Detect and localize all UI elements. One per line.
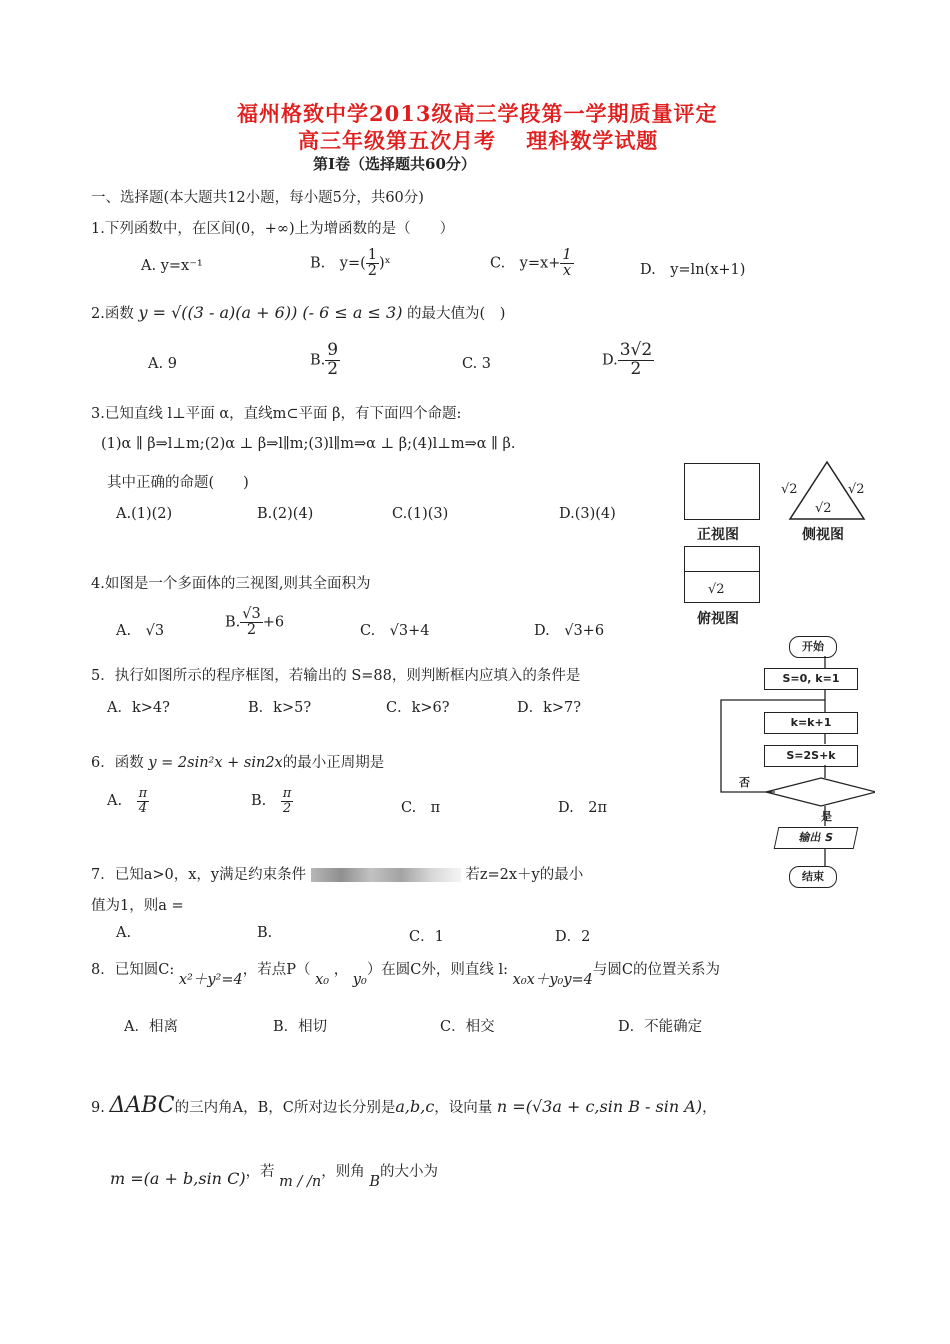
q1-b-num: 1: [367, 247, 377, 263]
q9-condition: m / /n: [279, 1174, 322, 1190]
q7-stem-line2: 值为1，则a =: [91, 898, 184, 914]
q1-stem: 1.下列函数中，在区间(0，+∞)上为增函数的是（ ）: [91, 221, 455, 237]
q7-stem-post: 若z=2x＋y的最小: [465, 867, 584, 883]
top-view-label-sqrt: √2: [708, 582, 725, 597]
q8-option-d: D．不能确定: [618, 1019, 703, 1035]
q3-propositions: (1)α ∥ β⇒l⊥m;(2)α ⊥ β⇒l∥m;(3)l∥m⇒α ⊥ β;(4)l⊥m⇒α ∥ β.: [101, 436, 516, 452]
q5-option-c: C．k>6?: [386, 700, 450, 716]
flow-accumulate: S=2S+k: [764, 745, 858, 767]
top-view-midline: [684, 571, 760, 572]
q7-stem: [91, 863, 583, 884]
flow-yes-label: 是: [821, 810, 832, 823]
flow-no-label: 否: [739, 776, 750, 789]
q9-stem-line2: [110, 1160, 439, 1190]
q2-d-label: D.: [602, 352, 618, 369]
q6-stem-post: 的最小正周期是: [282, 755, 385, 771]
q2-b-num: 9: [327, 340, 339, 360]
q9-comma: ，: [702, 1100, 717, 1116]
q3-ask: 其中正确的命题( ): [107, 475, 249, 491]
q2-d-fraction: [618, 342, 654, 379]
q7-option-a: A.: [116, 925, 132, 941]
q1-c-pre: C. y=x+: [490, 255, 561, 272]
q5-option-a: A．k>4?: [107, 700, 170, 716]
side-bottom-label: √2: [815, 501, 832, 516]
q2-b-den: 2: [327, 358, 339, 379]
top-view-label: 俯视图: [697, 611, 739, 627]
q2-option-d: [602, 342, 654, 379]
part-heading: 一、选择题(本大题共12小题，每小题5分，共60分): [91, 190, 424, 206]
flow-output: 输出 S: [774, 827, 859, 849]
flow-init: S=0, k=1: [764, 668, 858, 690]
q7-option-b: B.: [257, 925, 273, 941]
section-title: 第Ⅰ卷（选择题共60分）: [313, 155, 476, 173]
q3-option-c: C.(1)(3): [392, 506, 449, 522]
q6-stem: [91, 751, 384, 772]
q6-option-b: [251, 787, 293, 815]
q1-b-post: )ˣ: [379, 255, 391, 272]
q9-stem3: ，若: [245, 1164, 275, 1180]
q6-option-d: D. 2π: [558, 800, 607, 816]
q8-line-eq: x₀x＋y₀y=4: [512, 972, 593, 988]
q6-option-c: C. π: [401, 800, 441, 816]
q2-option-b: [310, 342, 340, 379]
q8-option-b: B．相切: [273, 1019, 328, 1035]
side-view-label: 侧视图: [802, 527, 844, 543]
q9-stem: [91, 1093, 717, 1118]
q6-b-num: π: [282, 786, 292, 801]
exam-title-line2: 高三年级第五次月考 理科数学试题: [298, 128, 659, 153]
q3-option-b: B.(2)(4): [257, 506, 314, 522]
q4-option-b: [225, 607, 284, 638]
q2-option-a: A. 9: [148, 356, 177, 372]
q4-option-d: D. √3+6: [534, 623, 605, 639]
q6-option-a: [107, 787, 149, 815]
q4-b-post: +6: [262, 614, 285, 631]
q2-option-c: C. 3: [462, 356, 492, 372]
q2-b-fraction: [325, 342, 340, 379]
q1-option-d: D. y=ln(x+1): [640, 262, 746, 278]
q2-b-label: B.: [310, 352, 326, 369]
q3-stem: 3.已知直线 l⊥平面 α，直线m⊂平面 β，有下面四个命题:: [91, 406, 462, 422]
q5-option-d: D．k>7?: [517, 700, 582, 716]
q9-angle: B: [369, 1174, 381, 1190]
q1-b-pre: B. y=(: [310, 255, 366, 272]
flow-start: 开始: [789, 636, 837, 658]
q9-num: 9.: [91, 1100, 105, 1116]
flow-increment: k=k+1: [764, 712, 858, 734]
q6-formula: y = 2sin²x + sin2x: [148, 755, 283, 771]
q9-stem4: ，则角: [321, 1164, 365, 1180]
q6-stem-pre: 6．函数: [91, 755, 144, 771]
q9-stem5: 的大小为: [380, 1164, 439, 1180]
q6-a-num: π: [138, 786, 148, 801]
exam-title-line1: 福州格致中学2013级高三学段第一学期质量评定: [237, 101, 718, 126]
q6-a-label: A.: [107, 793, 123, 810]
q9-stem1: 的三内角A，B，C所对边长分别是: [174, 1100, 396, 1116]
q1-option-b: [310, 248, 391, 279]
q1-c-fraction: [560, 248, 573, 279]
q2-d-num: 3√2: [619, 340, 653, 360]
q2-stem: [91, 302, 505, 323]
q7-option-c: C．1: [409, 929, 444, 945]
side-right-label: √2: [848, 482, 865, 497]
q8-stem-pre: 8．已知圆C:: [91, 962, 175, 978]
q2-stem-pre: 2.函数: [91, 306, 134, 322]
q4-b-fraction: [240, 607, 262, 638]
q9-vector-m: m =(a + b,sin C): [110, 1169, 246, 1188]
q9-sides: a,b,c: [395, 1097, 435, 1116]
q8-x0: x₀: [315, 972, 330, 988]
q1-option-c: [490, 248, 574, 279]
q3-option-a: A.(1)(2): [116, 506, 173, 522]
q6-a-den: 4: [138, 800, 147, 816]
q1-option-a: A. y=x⁻¹: [141, 258, 203, 274]
q6-b-den: 2: [282, 800, 292, 816]
q7-constraint-image: [311, 868, 461, 882]
front-view-box: [684, 463, 760, 520]
front-view-label: 正视图: [697, 527, 739, 543]
flow-end: 结束: [789, 866, 837, 888]
q3-option-d: D.(3)(4): [559, 506, 616, 522]
q2-formula: y = √((3 - a)(a + 6)) (- 6 ≤ a ≤ 3): [138, 303, 403, 322]
q2-stem-post: 的最大值为( ): [407, 306, 506, 322]
q5-option-b: B．k>5?: [248, 700, 312, 716]
q6-a-fraction: [137, 787, 150, 815]
q8-comma: ，: [333, 962, 349, 978]
q6-b-label: B.: [251, 793, 267, 810]
q1-b-den: 2: [367, 263, 377, 280]
q6-b-fraction: [281, 787, 294, 815]
q1-c-num: 1: [562, 247, 572, 263]
q8-circle-eq: x²＋y²=4: [178, 972, 243, 988]
q4-b-label: B.: [225, 614, 241, 631]
q8-y0: y₀: [352, 972, 367, 988]
q8-stem-post: 与圆C的位置关系为: [592, 962, 720, 978]
q9-vector-n: n =(√3a + c,sin B - sin A): [496, 1097, 703, 1116]
q1-b-fraction: [366, 248, 379, 279]
q4-stem: 4.如图是一个多面体的三视图,则其全面积为: [91, 576, 371, 592]
q8-mid1: ，若点P（: [242, 962, 311, 978]
q1-c-den: x: [562, 263, 572, 280]
q9-triangle: ΔABC: [109, 1093, 175, 1118]
q2-d-den: 2: [630, 358, 642, 379]
q8-option-a: A．相离: [124, 1019, 178, 1035]
q9-stem2: ，设向量: [434, 1100, 493, 1116]
q4-b-num: √3: [242, 606, 261, 622]
q4-option-a: A. √3: [116, 623, 165, 639]
q7-stem-pre: 7．已知a>0，x，y满足约束条件: [91, 867, 307, 883]
q5-stem: 5．执行如图所示的程序框图，若输出的 S=88，则判断框内应填入的条件是: [91, 668, 581, 684]
q8-option-c: C．相交: [440, 1019, 495, 1035]
q4-option-c: C. √3+4: [360, 623, 430, 639]
q7-option-d: D．2: [555, 929, 591, 945]
q8-mid2: ）在圆C外，则直线 l:: [366, 962, 509, 978]
side-left-label: √2: [781, 482, 798, 497]
q8-stem: [91, 958, 720, 988]
q4-b-den: 2: [246, 622, 257, 639]
